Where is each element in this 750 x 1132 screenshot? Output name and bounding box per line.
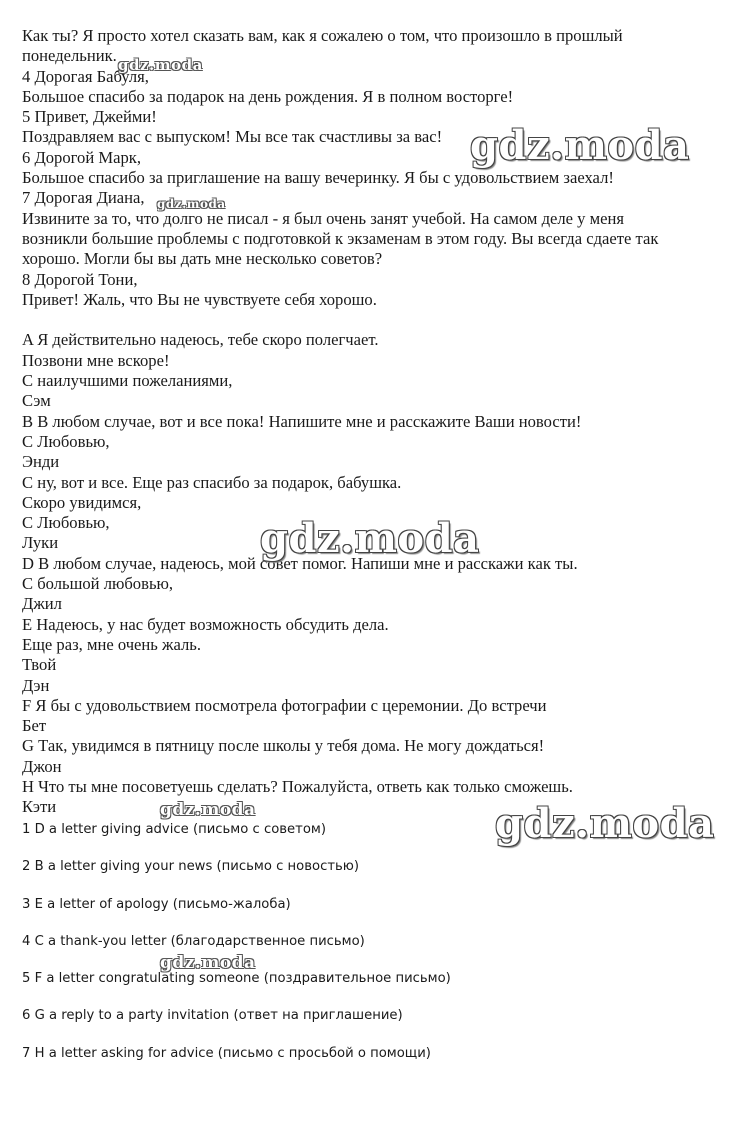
text-line: Позвони мне вскоре! <box>22 350 170 370</box>
text-line: возникли большие проблемы с подготовкой к экзаменам в этом году. Вы всегда сдаете так <box>22 228 659 248</box>
text-line: С большой любовью, <box>22 574 174 594</box>
text-line: 7 Дорогая Диана, <box>22 188 145 208</box>
spacer <box>22 310 732 330</box>
text-line: С наилучшими пожеланиями, <box>22 371 233 391</box>
text-line: Бет <box>22 716 47 736</box>
watermark: gdz.moda <box>160 800 256 820</box>
watermark: gdz.moda <box>495 800 715 847</box>
answers-section <box>22 820 732 1081</box>
text-line: B В любом случае, вот и все пока! Напишите мне и расскажите Ваши новости! <box>22 411 582 431</box>
watermark: gdz.moda <box>160 953 256 973</box>
text-line: хорошо. Могли бы вы дать мне несколько советов? <box>22 249 383 269</box>
text-line: A Я действительно надеюсь, тебе скоро полегчает. <box>22 330 379 350</box>
endings-section <box>22 330 732 817</box>
answer-line: 6 G a reply to a party invitation (ответ на приглашение) <box>22 1008 403 1024</box>
text-line: 6 Дорогой Марк, <box>22 147 142 167</box>
text-line: G Так, увидимся в пятницу после школы у тебя дома. Не могу дождаться! <box>22 736 545 756</box>
text-line: 5 Привет, Джейми! <box>22 107 157 127</box>
text-line: Кэти <box>22 797 57 817</box>
text-line: Джил <box>22 594 62 614</box>
text-line: C ну, вот и все. Еще раз спасибо за подарок, бабушка. <box>22 472 402 492</box>
text-line: D В любом случае, надеюсь, мой совет помог. Напиши мне и расскажи как ты. <box>22 553 578 573</box>
answer-line: 7 H a letter asking for advice (письмо с просьбой о помощи) <box>22 1045 431 1061</box>
text-line: Энди <box>22 452 60 472</box>
answer-line: 4 C a thank-you letter (благодарственное письмо) <box>22 933 365 949</box>
text-line: Извините за то, что долго не писал - я был очень занят учебой. На самом деле у меня <box>22 208 624 228</box>
watermark: gdz.moda <box>470 122 690 169</box>
text-line: 4 Дорогая Бабуля, <box>22 66 149 86</box>
text-line: H Что ты мне посоветуешь сделать? Пожалуйста, ответь как только сможешь. <box>22 776 573 796</box>
watermark: gdz.moda <box>118 56 203 74</box>
text-line: Еще раз, мне очень жаль. <box>22 634 201 654</box>
answer-line: 1 D a letter giving advice (письмо с советом) <box>22 822 327 837</box>
text-line: Скоро увидимся, <box>22 492 142 512</box>
answer-line: 5 F a letter congratulating someone (поздравительное письмо) <box>22 971 451 987</box>
text-line: Луки <box>22 533 59 553</box>
text-line: Дэн <box>22 675 50 695</box>
text-line: С Любовью, <box>22 431 110 451</box>
text-line: Как ты? Я просто хотел сказать вам, как я сожалею о том, что произошло в прошлый <box>22 26 623 45</box>
text-line: Поздравляем вас с выпуском! Мы все так счастливы за вас! <box>22 127 443 147</box>
text-line: Привет! Жаль, что Вы не чувствуете себя хорошо. <box>22 289 377 309</box>
text-line: понедельник. <box>22 46 117 66</box>
text-line: 8 Дорогой Тони, <box>22 269 138 289</box>
text-line: E Надеюсь, у нас будет возможность обсудить дела. <box>22 614 389 634</box>
text-line: Большое спасибо за приглашение на вашу вечеринку. Я бы с удовольствием заехал! <box>22 168 614 188</box>
text-line: Большое спасибо за подарок на день рождения. Я в полном восторге! <box>22 86 514 106</box>
watermark: gdz.moda <box>260 515 480 562</box>
answer-line: 2 B a letter giving your news (письмо с новостью) <box>22 859 360 875</box>
answer-line: 3 E a letter of apology (письмо-жалоба) <box>22 896 291 912</box>
text-line: F Я бы с удовольствием посмотрела фотографии с церемонии. До встречи <box>22 695 547 715</box>
text-line: С Любовью, <box>22 513 110 533</box>
text-line: Твой <box>22 655 57 675</box>
text-line: Сэм <box>22 391 51 411</box>
watermark: gdz.moda <box>157 197 226 211</box>
text-line: Джон <box>22 756 62 776</box>
